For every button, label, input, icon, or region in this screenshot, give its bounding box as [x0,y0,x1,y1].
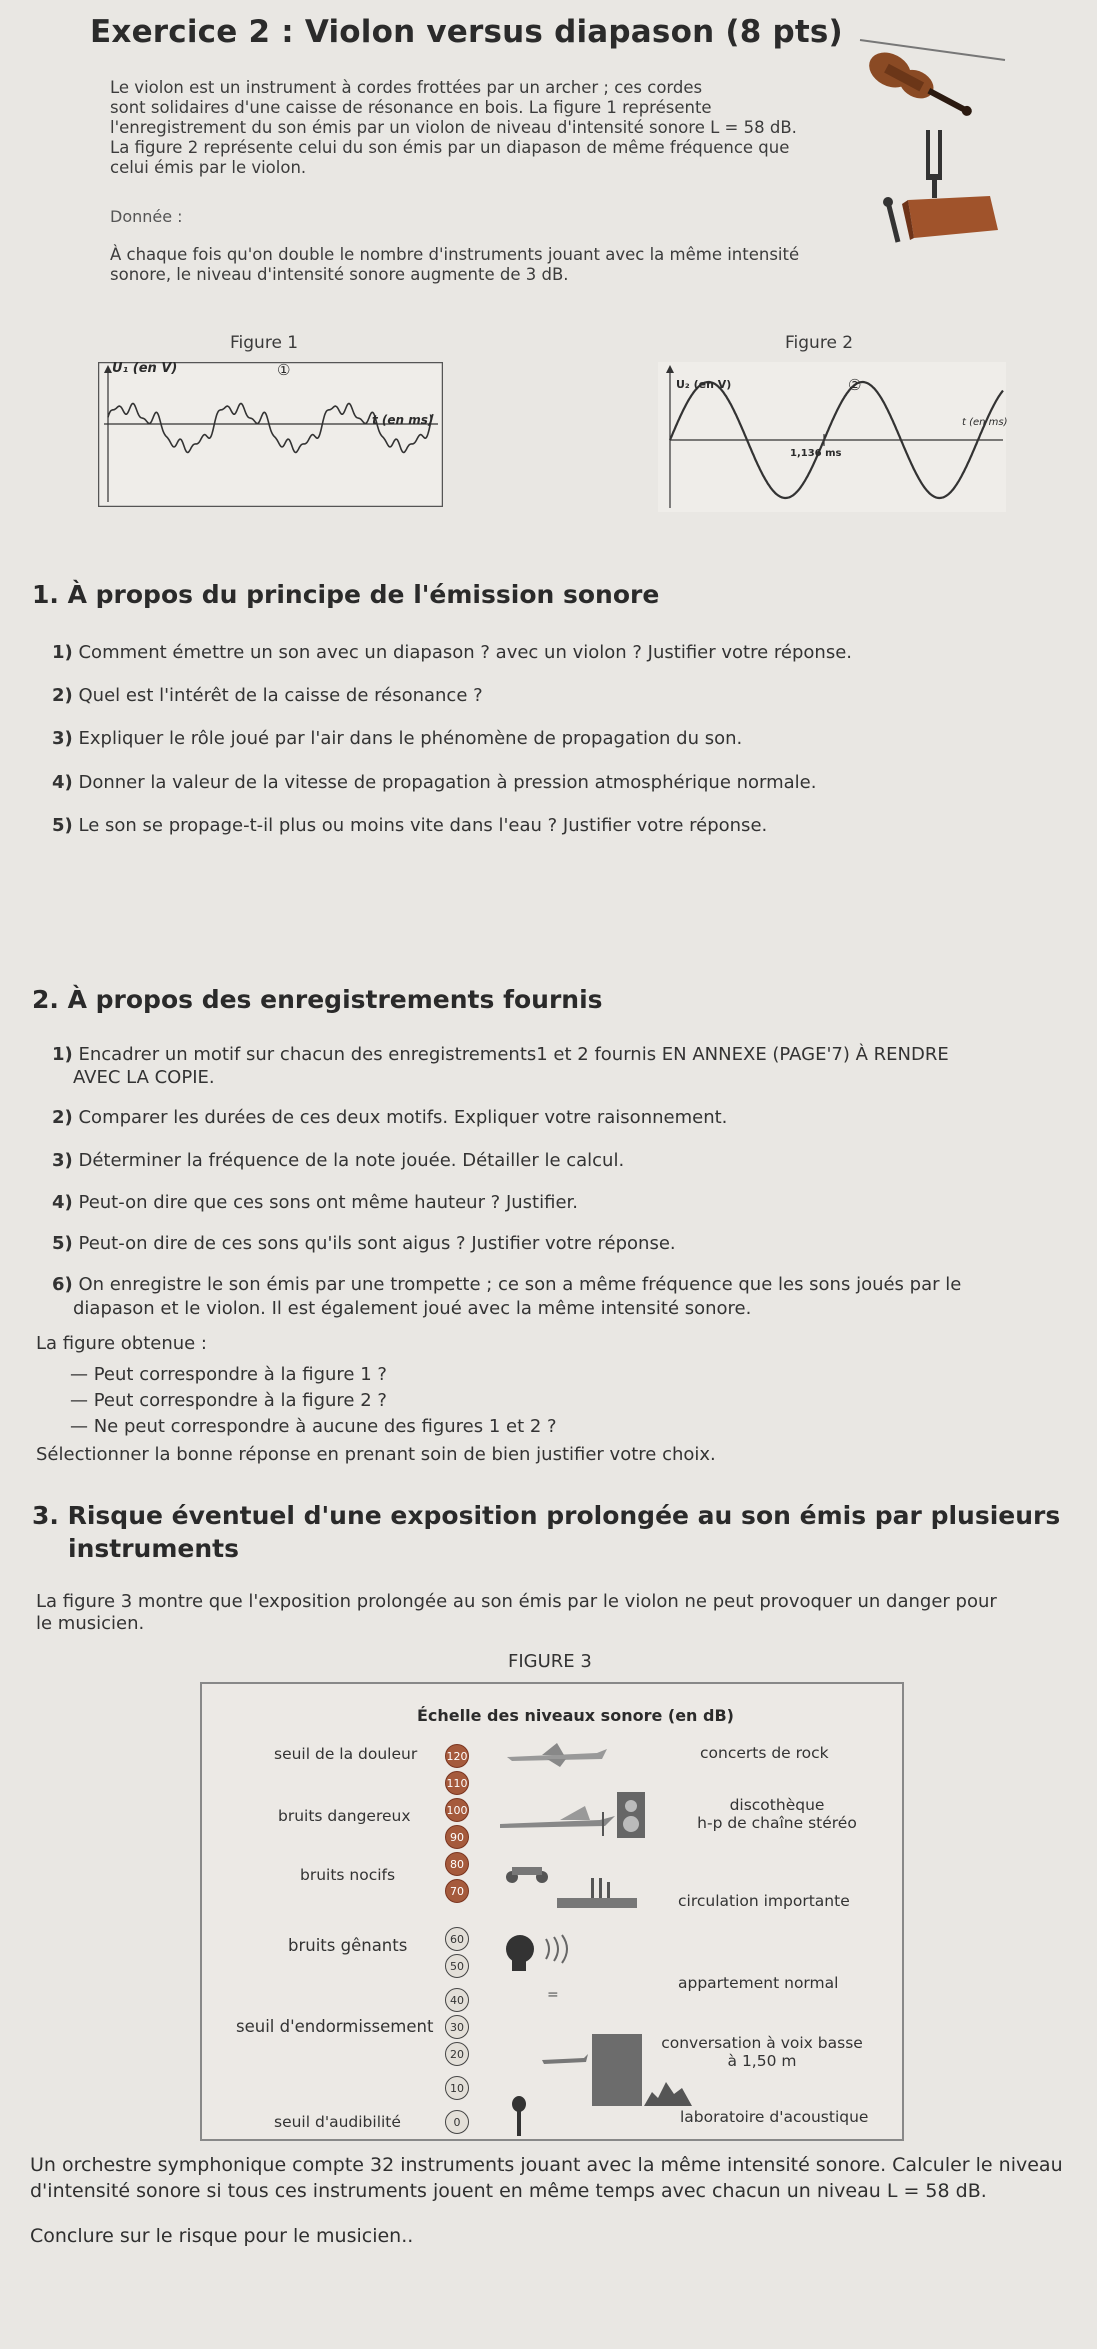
intro-paragraph [110,78,820,178]
question-number: 2) [52,1107,73,1128]
db-value: 30 [445,2015,469,2039]
final-question-line: Un orchestre symphonique compte 32 instruments jouant avec la même intensité sonore. Calculer le niveau [30,2154,1063,2176]
section-3-heading: 3. Risque éventuel d'une exposition prolongée au son émis par plusieurs [32,1501,1061,1530]
section-3-text-continued: le musicien. [36,1613,145,1634]
question-number: 2) [52,685,73,706]
section-2-question [52,1273,961,1296]
question-text: On enregistre le son émis par une trompette ; ce son a même fréquence que les sons joués par le [72,1274,962,1295]
intro-line: l'enregistrement du son émis par un violon de niveau d'intensité sonore L = 58 dB. [110,118,797,137]
question-number: 5) [52,815,73,836]
scale-label: seuil de la douleur [274,1745,418,1763]
figure-3-caption: FIGURE 3 [508,1651,592,1672]
microphone-icon [507,2096,531,2138]
figure-obtenue-label: La figure obtenue : [36,1333,207,1354]
section-2-question [52,1043,949,1066]
section-1-question [52,684,483,707]
db-value: 100 [445,1798,469,1822]
question-number: 6) [52,1274,73,1295]
scale-example: appartement normal [678,1974,839,1992]
intro-line: celui émis par le violon. [110,158,307,177]
speaker-icon [597,1792,657,1840]
question-number: 3) [52,1150,73,1171]
scale-example [642,2034,882,2070]
question-text: Le son se propage-t-il plus ou moins vite dans l'eau ? Justifier votre réponse. [72,815,768,836]
db-value: 50 [445,1954,469,1978]
tuning-fork-icon [880,130,1010,250]
select-instruction: Sélectionner la bonne réponse en prenant soin de bien justifier votre choix. [36,1444,716,1465]
question-number: 1) [52,1044,73,1065]
figure-2-x-label: t (en ms) [962,417,1008,428]
question-text: Quel est l'intérêt de la caisse de résonance ? [72,685,483,706]
donnee-line: À chaque fois qu'on double le nombre d'instruments jouant avec la même intensité [110,245,800,264]
small-plane-icon [540,2050,590,2066]
section-3-heading-continued: instruments [68,1534,239,1563]
db-value: 70 [445,1879,469,1903]
db-value: 40 [445,1988,469,2012]
section-2-question [52,1191,578,1214]
db-value: 120 [445,1744,469,1768]
question-text: Donner la valeur de la vitesse de propagation à pression atmosphérique normale. [72,772,817,793]
section-2-question-continued: AVEC LA COPIE. [73,1067,215,1088]
equals-symbol: = [547,1987,559,2003]
figure-2-tick-label: 1,136 ms [790,448,842,459]
section-2-question [52,1106,727,1129]
figure-1-marker: ① [277,361,291,379]
scale-example: circulation importante [678,1892,850,1910]
question-number: 4) [52,772,73,793]
scale-title: Échelle des niveaux sonore (en dB) [417,1706,734,1725]
section-2-question-continued: diapason et le violon. Il est également joué avec la même intensité sonore. [73,1298,752,1319]
intro-line: Le violon est un instrument à cordes frottées par un archer ; ces cordes [110,78,703,97]
figure-1-y-label: U₁ (en V) [112,361,178,376]
scale-example-line: à 1,50 m [727,2052,797,2070]
intro-line: sont solidaires d'une caisse de résonance en bois. La figure 1 représente [110,98,712,117]
scale-example: laboratoire d'acoustique [680,2108,869,2126]
db-value: 80 [445,1852,469,1876]
question-text: Déterminer la fréquence de la note jouée. Détailler le calcul. [72,1150,625,1171]
section-1-question [52,641,852,664]
scale-label: seuil d'endormissement [236,2017,434,2036]
db-value: 90 [445,1825,469,1849]
question-text: Expliquer le rôle joué par l'air dans le phénomène de propagation du son. [72,728,743,749]
option-item: — Ne peut correspondre à aucune des figures 1 et 2 ? [70,1416,557,1437]
section-2-question [52,1149,624,1172]
question-text: Peut-on dire que ces sons ont même hauteur ? Justifier. [72,1192,578,1213]
figure-2-caption: Figure 2 [785,333,854,353]
final-question-line: d'intensité sonore si tous ces instruments jouent en même temps avec chacun un niveau L = 58 dB. [30,2180,987,2202]
sound-level-scale [200,1682,904,2141]
scale-label: bruits gênants [288,1936,408,1955]
exercise-title: Exercice 2 : Violon versus diapason (8 pts) [90,14,843,50]
section-1-question [52,771,816,794]
section-1-question [52,814,767,837]
db-value: 60 [445,1927,469,1951]
question-text: Peut-on dire de ces sons qu'ils sont aigus ? Justifier votre réponse. [72,1233,676,1254]
question-text: Comparer les durées de ces deux motifs. Expliquer votre raisonnement. [72,1107,728,1128]
option-item: — Peut correspondre à la figure 2 ? [70,1390,387,1411]
donnee-label: Donnée : [110,207,183,226]
airplane-icon [502,1739,612,1769]
question-number: 5) [52,1233,73,1254]
talking-head-icon [502,1929,592,1973]
section-2-question [52,1232,676,1255]
violin-icon [840,28,1010,118]
figure-2-y-label: U₂ (en V) [676,378,732,391]
question-number: 3) [52,728,73,749]
db-value: 10 [445,2076,469,2100]
section-3-text: La figure 3 montre que l'exposition prolongée au son émis par le violon ne peut provoquer un danger pour [36,1591,997,1612]
scale-label: bruits dangereux [278,1807,411,1825]
scale-example-line: discothèque [729,1796,825,1814]
scale-example-line: h-p de chaîne stéréo [697,1814,857,1832]
question-number: 1) [52,642,73,663]
db-value: 110 [445,1771,469,1795]
scale-example [677,1796,877,1832]
intro-line: La figure 2 représente celui du son émis par un diapason de même fréquence que [110,138,790,157]
question-text: Encadrer un motif sur chacun des enregistrements1 et 2 fournis EN ANNEXE (PAGE'7) À RENDRE [72,1044,949,1065]
scale-label: bruits nocifs [300,1866,396,1884]
scale-example-line: conversation à voix basse [661,2034,863,2052]
figure-1-plot [98,362,443,507]
scale-example: concerts de rock [700,1744,829,1762]
question-number: 4) [52,1192,73,1213]
conclude-instruction: Conclure sur le risque pour le musicien.. [30,2225,414,2247]
traffic-icon [557,1878,637,1914]
section-1-question [52,727,742,750]
section-2-heading: 2. À propos des enregistrements fournis [32,985,603,1014]
db-value: 0 [445,2110,469,2134]
db-value: 20 [445,2042,469,2066]
donnee-line: sonore, le niveau d'intensité sonore augmente de 3 dB. [110,265,569,284]
scale-label: seuil d'audibilité [274,2113,401,2131]
figure-2-marker: ② [848,376,862,394]
question-text: Comment émettre un son avec un diapason ? avec un violon ? Justifier votre réponse. [72,642,852,663]
figure-1-caption: Figure 1 [230,333,299,353]
scooter-icon [502,1859,552,1884]
section-1-heading: 1. À propos du principe de l'émission sonore [32,580,660,609]
donnee-text [110,245,830,285]
option-item: — Peut correspondre à la figure 1 ? [70,1364,387,1385]
figure-1-x-label: t (en ms) [372,413,434,427]
